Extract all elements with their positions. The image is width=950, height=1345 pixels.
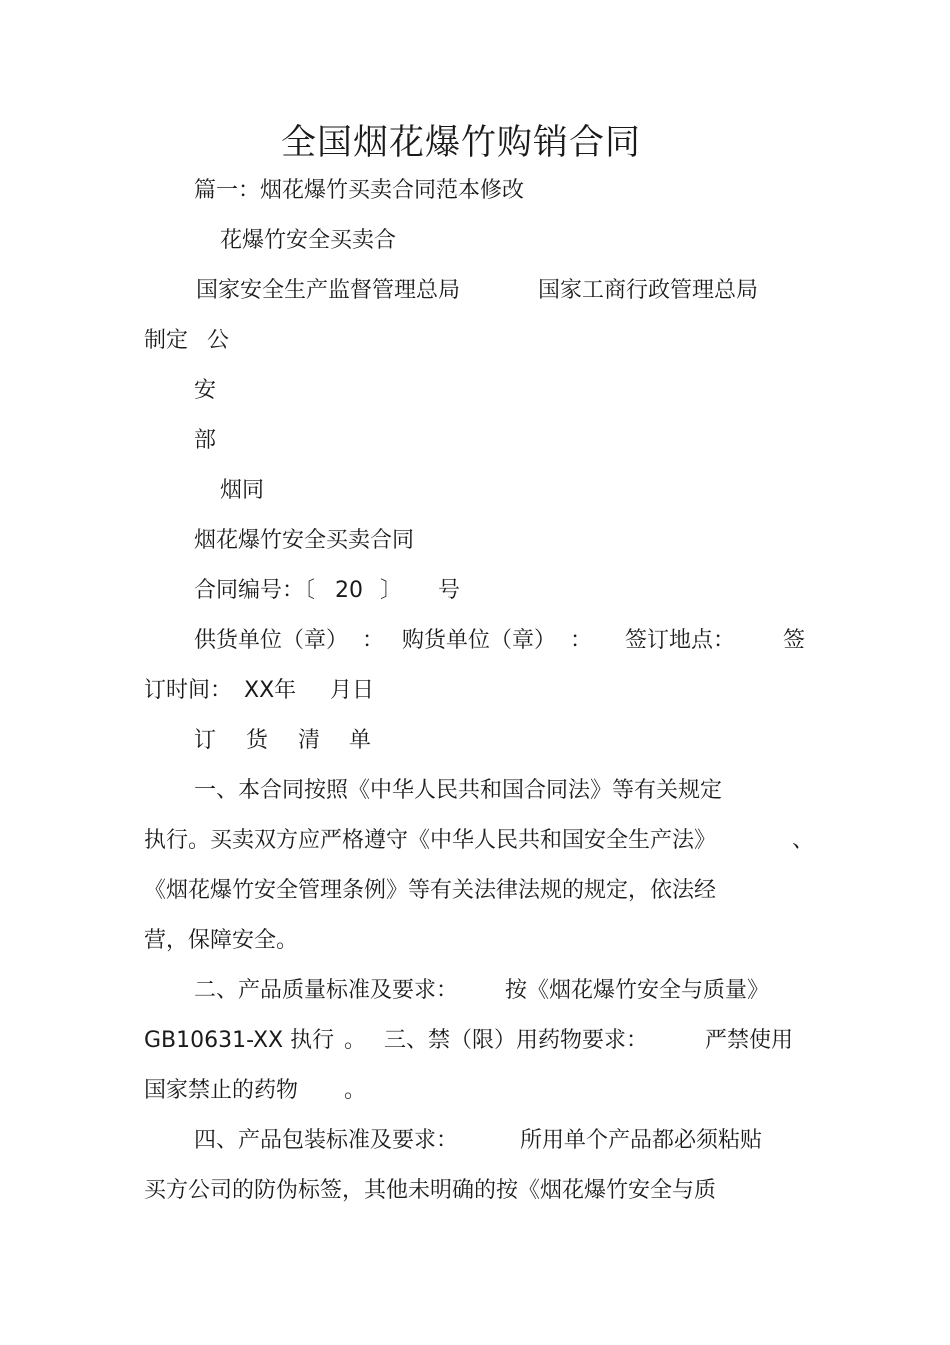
clause-2-std: GB10631-XX 执行 [144,1028,335,1053]
clause-3-head: 三、禁（限）用药物要求： [384,1028,649,1053]
time-label-end: 订时间： [144,678,233,703]
place-label: 签订地点： [625,628,736,653]
partial-title-tail: 烟同 [220,478,265,503]
clause-3-cont: 国家禁止的药物 [144,1078,299,1103]
document-title: 全国烟花爆竹购销合同 [280,123,641,163]
clause-1-line: 营，保障安全。 [144,928,299,953]
order-list-char: 货 [246,728,269,753]
supplier-colon: ： [362,628,385,653]
order-list-char: 订 [194,728,217,753]
contract-name: 烟花爆竹安全买卖合同 [194,528,415,553]
clause-4-cont: 买方公司的防伪标签，其他未明确的按《烟花爆竹安全与质 [144,1178,717,1203]
supplier-label: 供货单位（章） [194,628,349,653]
clause-2-head: 二、产品质量标准及要求： [194,978,459,1003]
clause-1-mark: 、 [792,828,815,853]
contract-no-label: 合同编号：〔 [194,578,316,603]
clause-3-period: 。 [344,1078,367,1103]
issuer-3-char: 安 [194,378,217,403]
subtitle: 篇一：烟花爆竹买卖合同范本修改 [194,178,525,203]
clause-4-head: 四、产品包装标准及要求： [194,1128,459,1153]
clause-2-period: 。 [344,1028,367,1053]
buyer-colon: ： [570,628,593,653]
partial-title: 花爆竹安全买卖合 [220,228,397,253]
month-day: 月日 [330,678,375,703]
contract-no-year: 20 [335,578,363,603]
clause-3-text: 严禁使用 [705,1028,794,1053]
time-label-start: 签 [783,628,806,653]
clause-4-text: 所用单个产品都必须粘贴 [520,1128,763,1153]
issuer-2: 国家工商行政管理总局 [538,278,759,303]
clause-1-line: 执行。买卖双方应严格遵守《中华人民共和国安全生产法》 [144,828,717,853]
contract-no-suffix: 号 [438,578,461,603]
order-list-char: 清 [298,728,321,753]
buyer-label: 购货单位（章） [402,628,557,653]
time-value: XX年 [244,678,297,703]
issued-label: 制定 [144,328,189,353]
issuer-3-char: 公 [207,328,230,353]
clause-1-line: 《烟花爆竹安全管理条例》等有关法律法规的规定，依法经 [144,878,717,903]
clause-1-line: 一、本合同按照《中华人民共和国合同法》等有关规定 [194,778,723,803]
clause-2-text: 按《烟花爆竹安全与质量》 [505,978,770,1003]
contract-no-close: 〕 [380,578,403,603]
issuer-1: 国家安全生产监督管理总局 [196,278,461,303]
issuer-3-char: 部 [194,428,217,453]
order-list-char: 单 [349,728,372,753]
